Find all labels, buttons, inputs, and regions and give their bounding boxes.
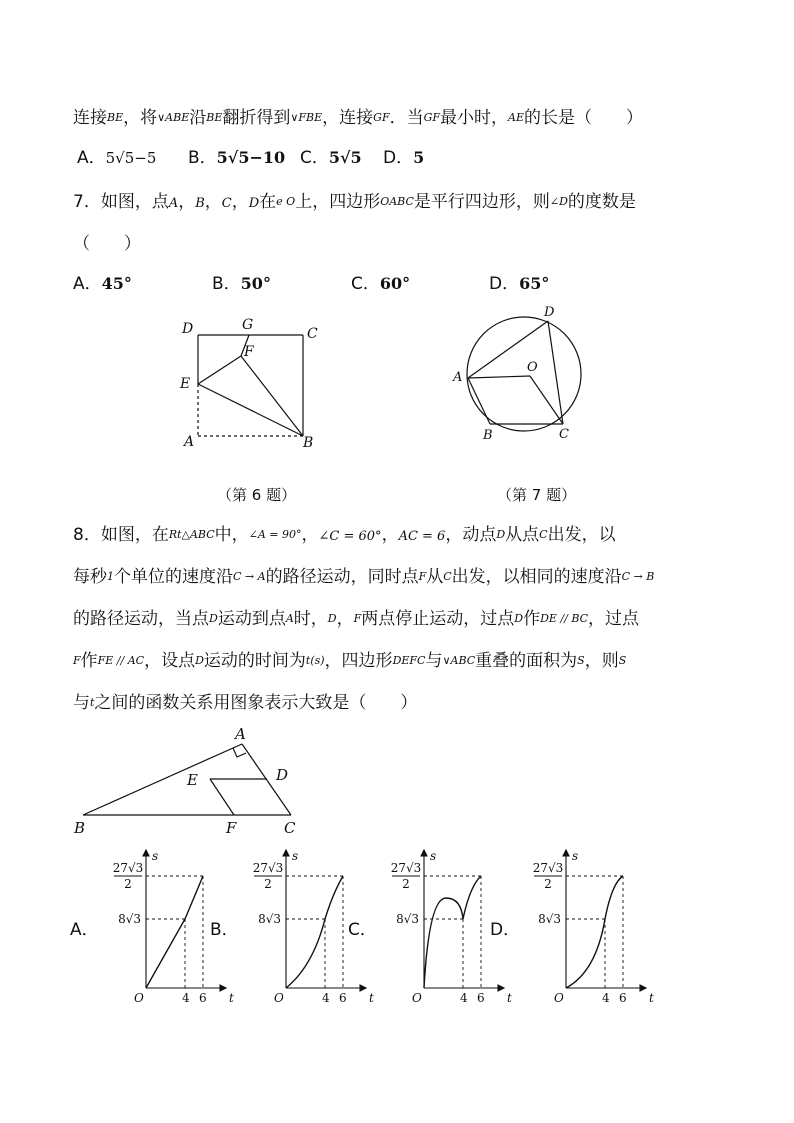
label-C: C (559, 427, 569, 442)
q8-math: S (618, 654, 627, 667)
function-curve (286, 876, 343, 988)
caption-fig6: （第 6 题） (217, 486, 297, 504)
q8-text: 中， (214, 525, 249, 545)
y-arrow-icon (421, 850, 427, 856)
q8-math: ∨ABC (442, 654, 476, 667)
q7-answer-paren: （ ） (73, 234, 141, 254)
q8-math: AC = 6 (398, 529, 446, 544)
label-D: D (182, 321, 194, 337)
q8-stem-line-1 (73, 527, 616, 544)
q7-math: e O (276, 195, 296, 208)
q8-text: 作 (523, 609, 541, 629)
q8-math: FE // AC (97, 654, 145, 667)
q8-math: ∠A = 90° (248, 528, 302, 541)
y-arrow-icon (143, 850, 149, 856)
figure-q7 (446, 300, 606, 450)
q8-text: ，四边形 (324, 651, 393, 671)
x-tick-4: 4 (602, 991, 610, 1005)
q8-text: 与 (73, 693, 90, 713)
q7-point: A (168, 196, 179, 211)
seg-DC (548, 321, 563, 424)
origin-label: O (274, 991, 284, 1005)
y-axis-label: s (572, 849, 579, 863)
q8-math: F (418, 570, 427, 583)
label-F: F (244, 344, 254, 360)
y-tick-top-denominator: 2 (124, 877, 132, 891)
seg-OC (530, 376, 563, 424)
q6-option-d[interactable] (383, 150, 424, 167)
x-tick-4: 4 (322, 991, 330, 1005)
q8-option-label[interactable]: B． (210, 920, 239, 940)
label-B: B (74, 819, 86, 837)
q8-stem-line-4 (73, 653, 626, 670)
q8-math: F (353, 612, 362, 625)
seg-EB (198, 384, 303, 436)
q8-math: C → A (233, 570, 266, 583)
q7-stem-line (73, 194, 636, 211)
x-tick-4: 4 (460, 991, 468, 1005)
q7-point: B (195, 196, 205, 211)
q7-option-b[interactable] (212, 276, 271, 293)
q8-math: D (209, 612, 218, 625)
function-curve (424, 876, 481, 988)
x-tick-4: 4 (182, 991, 190, 1005)
option-label: C． (300, 148, 329, 168)
q8-text: 出发，以相同的速度沿 (451, 567, 622, 587)
y-tick-top-numerator: 27√3 (112, 861, 144, 875)
option-label: B． (188, 148, 217, 168)
x-tick-6: 6 (199, 991, 207, 1005)
option-value: 5√5 (328, 148, 362, 167)
seg-FB (241, 356, 303, 436)
label-D: D (544, 305, 555, 320)
y-arrow-icon (283, 850, 289, 856)
x-tick-6: 6 (339, 991, 347, 1005)
q7-text: 7．如图，点 (73, 192, 169, 212)
q8-math: D (496, 528, 506, 541)
q8-math: C (539, 528, 548, 541)
q7-text: 是平行四边形，则 (413, 192, 550, 212)
label-B: B (483, 428, 493, 443)
q8-text: 每秒 (73, 567, 107, 587)
origin-label: O (134, 991, 144, 1005)
q6-math: BE (107, 111, 124, 124)
q8-option-label[interactable]: C． (348, 920, 377, 940)
option-label: D． (383, 148, 414, 168)
q7-point: D (248, 196, 260, 211)
q8-text: 运动的时间为 (203, 651, 306, 671)
label-E: E (180, 376, 191, 392)
q8-text: 作 (80, 651, 98, 671)
option-label: A． (77, 148, 106, 168)
q8-text: 从 (426, 567, 444, 587)
q8-math: A (285, 612, 294, 625)
q6-math: ∨ABE (157, 111, 190, 124)
q6-text: 沿 (189, 108, 207, 128)
label-B: B (303, 435, 314, 451)
x-tick-6: 6 (477, 991, 485, 1005)
q8-text: ，动点 (445, 525, 497, 545)
y-tick-mid: 8√3 (258, 912, 281, 926)
q6-math: ∨FBE (290, 111, 323, 124)
seg-AO (468, 376, 530, 378)
y-tick-top-numerator: 27√3 (532, 861, 564, 875)
y-tick-top-denominator: 2 (544, 877, 552, 891)
label-C: C (307, 326, 318, 342)
q7-option-d[interactable] (489, 276, 549, 293)
seg-EF (210, 779, 234, 815)
figure-q6 (170, 312, 330, 452)
option-value: 5 (413, 148, 425, 167)
q8-text: 8．如图，在 (73, 525, 169, 545)
q6-option-b[interactable] (188, 150, 285, 167)
caption-fig7: （第 7 题） (497, 486, 577, 504)
graph-d (508, 848, 658, 1008)
y-axis-label: s (292, 849, 299, 863)
q8-math: C → B (621, 570, 655, 583)
y-arrow-icon (563, 850, 569, 856)
x-arrow-icon (498, 985, 504, 991)
origin-label: O (412, 991, 422, 1005)
seg-EF (198, 356, 241, 384)
q7-text: ， (204, 192, 222, 212)
y-tick-mid: 8√3 (118, 912, 141, 926)
x-axis-label: t (369, 991, 374, 1005)
y-tick-top-denominator: 2 (402, 877, 410, 891)
q6-math: GF (373, 111, 390, 124)
q7-math: ∠D (549, 195, 568, 208)
q6-stem-line (73, 110, 643, 127)
q8-math: ∠C = 60° (318, 529, 382, 544)
y-tick-top-denominator: 2 (264, 877, 272, 891)
label-F: F (226, 819, 237, 837)
q8-text: 两点停止运动，过点 (361, 609, 515, 629)
option-value: 5√5−5 (105, 149, 157, 167)
q8-text: ，设点 (144, 651, 196, 671)
function-curve (146, 876, 203, 988)
q8-text: 从点 (505, 525, 540, 545)
q8-text: ， (336, 609, 354, 629)
q7-text: 上，四边形 (295, 192, 381, 212)
q6-text: 连接 (73, 108, 107, 128)
q8-stem-line-2 (73, 569, 654, 586)
y-tick-mid: 8√3 (538, 912, 561, 926)
x-axis-label: t (649, 991, 654, 1005)
label-D: D (276, 766, 289, 784)
q7-math: OABC (380, 195, 414, 208)
option-label: D． (489, 274, 520, 294)
q8-math: C (443, 570, 452, 583)
q8-text: 的路径运动，同时点 (265, 567, 419, 587)
q8-text: ， (381, 525, 399, 545)
q6-option-c[interactable] (300, 150, 362, 167)
q8-math: t(s) (305, 654, 325, 667)
circle-O (467, 317, 581, 431)
q6-math: AE (508, 111, 524, 124)
q6-math: GF (423, 111, 440, 124)
y-tick-top-numerator: 27√3 (390, 861, 422, 875)
q8-text: 之间的函数关系用图象表示大致是（ ） (94, 693, 418, 713)
q6-math: BE (206, 111, 223, 124)
y-axis-label: s (152, 849, 159, 863)
q8-text: 个单位的速度沿 (114, 567, 233, 587)
q6-text: 翻折得到 (222, 108, 291, 128)
q8-text: ， (301, 525, 319, 545)
option-label: A． (73, 274, 102, 294)
q8-math: Rt△ABC (168, 528, 215, 541)
q8-math: DEFC (392, 654, 426, 667)
q8-math: DE // BC (540, 612, 589, 625)
q8-text: ，过点 (588, 609, 640, 629)
right-angle-mark (233, 748, 246, 757)
option-label: C． (351, 274, 380, 294)
q6-option-a[interactable] (77, 150, 156, 167)
q8-text: 与 (425, 651, 443, 671)
option-label: B． (212, 274, 241, 294)
origin-label: O (554, 991, 564, 1005)
label-O: O (527, 360, 538, 375)
q8-math: D (327, 612, 337, 625)
q8-text: 时， (293, 609, 328, 629)
figure-q8 (70, 722, 320, 840)
q7-option-c[interactable] (351, 276, 410, 293)
y-tick-mid: 8√3 (396, 912, 419, 926)
q8-math: F (73, 654, 81, 667)
q8-text: ，则 (584, 651, 619, 671)
q8-text: 运动到点 (217, 609, 286, 629)
q7-text: ， (178, 192, 196, 212)
y-tick-top-numerator: 27√3 (252, 861, 284, 875)
q8-math: 1 (107, 570, 114, 583)
x-axis-label: t (507, 991, 512, 1005)
q8-math: D (514, 612, 524, 625)
seg-BA (468, 378, 490, 424)
q6-text: ，将 (123, 108, 158, 128)
label-G: G (242, 317, 254, 333)
q8-option-label[interactable]: D． (490, 920, 521, 940)
y-axis-label: s (430, 849, 437, 863)
label-A: A (184, 434, 195, 450)
option-value: 50° (240, 274, 271, 293)
q8-text: 的路径运动，当点 (73, 609, 209, 629)
x-tick-6: 6 (619, 991, 627, 1005)
option-value: 45° (101, 274, 132, 293)
option-value: 5√5−10 (216, 148, 286, 167)
x-arrow-icon (640, 985, 646, 991)
q6-text: 的长是（ ） (523, 108, 643, 128)
option-value: 60° (379, 274, 411, 293)
q8-math: t (90, 696, 95, 709)
q7-option-a[interactable] (73, 276, 132, 293)
label-E: E (187, 771, 198, 789)
q8-stem-line-3 (73, 611, 639, 628)
q8-math: D (195, 654, 204, 667)
q8-stem-line-5 (73, 695, 417, 712)
label-A: A (235, 725, 246, 743)
q6-text: ，连接 (322, 108, 374, 128)
q7-text: ， (231, 192, 249, 212)
q7-point: C (221, 196, 232, 211)
q8-text: 出发，以 (547, 525, 616, 545)
x-axis-label: t (229, 991, 234, 1005)
q6-text: 最小时， (440, 108, 508, 128)
q8-math: S (577, 654, 585, 667)
label-C: C (284, 819, 296, 837)
q8-option-label[interactable]: A． (70, 920, 99, 940)
function-curve (566, 876, 623, 988)
q7-text: 在 (259, 192, 277, 212)
q8-text: 重叠的面积为 (475, 651, 578, 671)
option-value: 65° (519, 274, 550, 293)
x-arrow-icon (220, 985, 226, 991)
q7-text: 的度数是 (567, 192, 636, 212)
label-A: A (453, 370, 463, 385)
q6-text: ．当 (389, 108, 424, 128)
